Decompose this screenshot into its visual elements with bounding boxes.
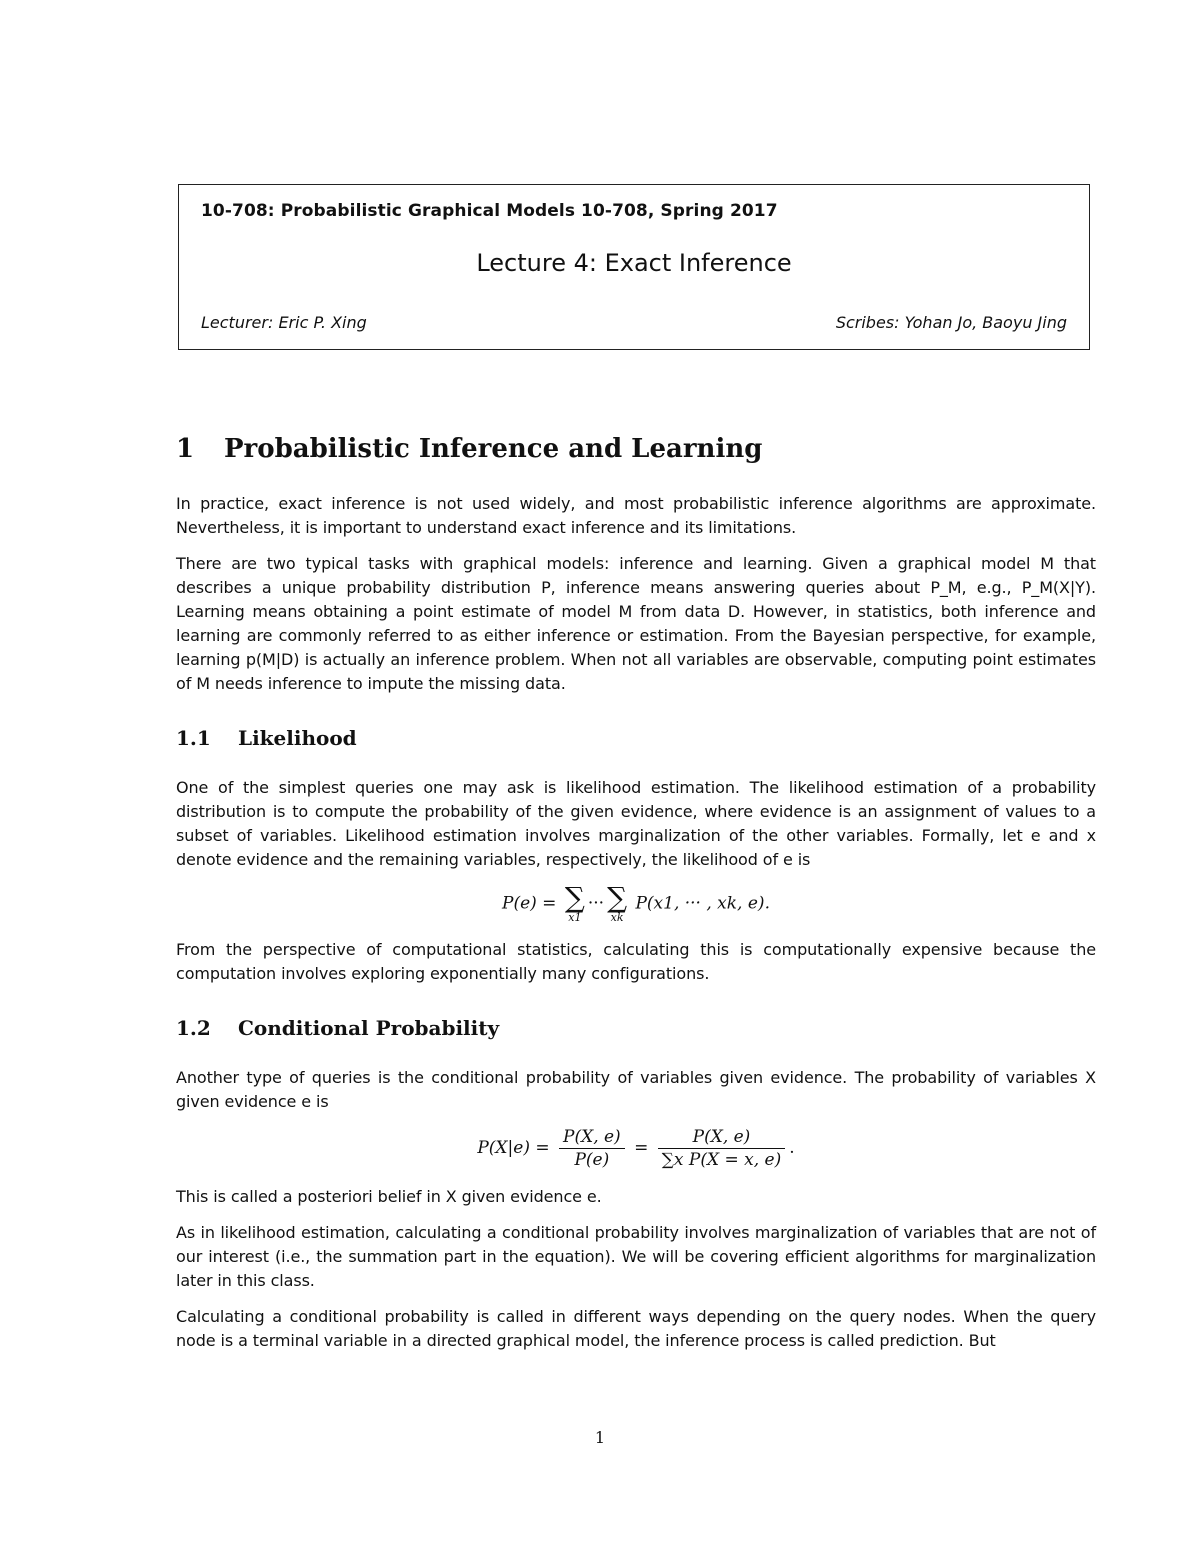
- sum-subscript: x1: [568, 911, 582, 924]
- fraction-numerator: P(X, e): [658, 1126, 785, 1149]
- subsection-number: 1.2: [176, 1016, 211, 1040]
- fraction-numerator: P(X, e): [559, 1126, 625, 1149]
- equation-dots: ···: [587, 893, 605, 914]
- paragraph: There are two typical tasks with graphical models: inference and learning. Given a graphical model M that describes a unique probability distribution P, inference means answering queries about P_M, e.g., P_M(X|Y). Learning means obtaining a point estimate of model M from data D. However, in statistics, both inference and learning are commonly referred to as either inference or estimation. From the Bayesian perspective, for example, learning p(M|D) is actually an inference problem. When not all variables are observable, computing point estimates of M needs inference to impute the missing data.: [176, 554, 1096, 693]
- subsection-title: Conditional Probability: [238, 1016, 500, 1040]
- likelihood-equation: [176, 881, 1096, 924]
- equation-rhs: P(x1, ··· , xk, e).: [635, 893, 770, 914]
- paragraph: Another type of queries is the conditional probability of variables given evidence. The probability of variables X given evidence e is: [176, 1068, 1096, 1111]
- fraction-denominator: P(e): [574, 1150, 610, 1170]
- scribe-names: Scribes: Yohan Jo, Baoyu Jing: [835, 313, 1067, 332]
- fraction: [559, 1126, 625, 1171]
- sum-operator: ∑ x1: [564, 881, 585, 924]
- section-1-heading: [176, 434, 1096, 464]
- page-number: 1: [594, 1428, 606, 1447]
- conditional-probability-equation: [176, 1126, 1096, 1171]
- subsection-1-2-heading: [176, 1016, 1096, 1040]
- lecture-header-box: [178, 184, 1090, 350]
- paragraph: As in likelihood estimation, calculating a conditional probability involves marginalization of variables that are not of our interest (i.e., the summation part in the equation). We will be covering efficient algorithms for marginalization later in this class.: [176, 1223, 1096, 1290]
- equals-sign: =: [634, 1138, 649, 1158]
- section-title: Probabilistic Inference and Learning: [224, 434, 763, 464]
- paragraph: Calculating a conditional probability is called in different ways depending on the query nodes. When the query node is a terminal variable in a directed graphical model, the inference process is called prediction. But: [176, 1307, 1096, 1350]
- paragraph: In practice, exact inference is not used widely, and most probabilistic inference algorithms are approximate. Nevertheless, it is important to understand exact inference and its limitations.: [176, 494, 1096, 537]
- section-number: 1: [176, 434, 195, 464]
- fraction: [658, 1126, 785, 1171]
- paragraph: One of the simplest queries one may ask is likelihood estimation. The likelihood estimation of a probability distribution is to compute the probability of the given evidence, where evidence is an assignment of values to a subset of variables. Likelihood estimation involves marginalization of the other variables. Formally, let e and x denote evidence and the remaining variables, respectively, the likelihood of e is: [176, 778, 1096, 869]
- paragraph: From the perspective of computational statistics, calculating this is computationally expensive because the computation involves exploring exponentially many configurations.: [176, 940, 1096, 983]
- lecture-title: Lecture 4: Exact Inference: [476, 249, 792, 277]
- document-body: [176, 434, 1096, 1365]
- course-title: 10-708: Probabilistic Graphical Models 10-708, Spring 2017: [201, 201, 778, 221]
- equation-lhs: P(X|e) =: [477, 1138, 550, 1158]
- lecturer-name: Lecturer: Eric P. Xing: [201, 313, 367, 332]
- fraction-denominator: ∑x P(X = x, e): [661, 1150, 782, 1170]
- subsection-1-1-heading: [176, 726, 1096, 750]
- paragraph: This is called a posteriori belief in X given evidence e.: [176, 1187, 602, 1206]
- equation-lhs: P(e) =: [502, 893, 557, 914]
- equation-period: .: [789, 1138, 795, 1158]
- subsection-number: 1.1: [176, 726, 211, 750]
- sum-subscript: xk: [610, 911, 624, 924]
- subsection-title: Likelihood: [238, 726, 357, 750]
- sum-operator: ∑ xk: [607, 881, 628, 924]
